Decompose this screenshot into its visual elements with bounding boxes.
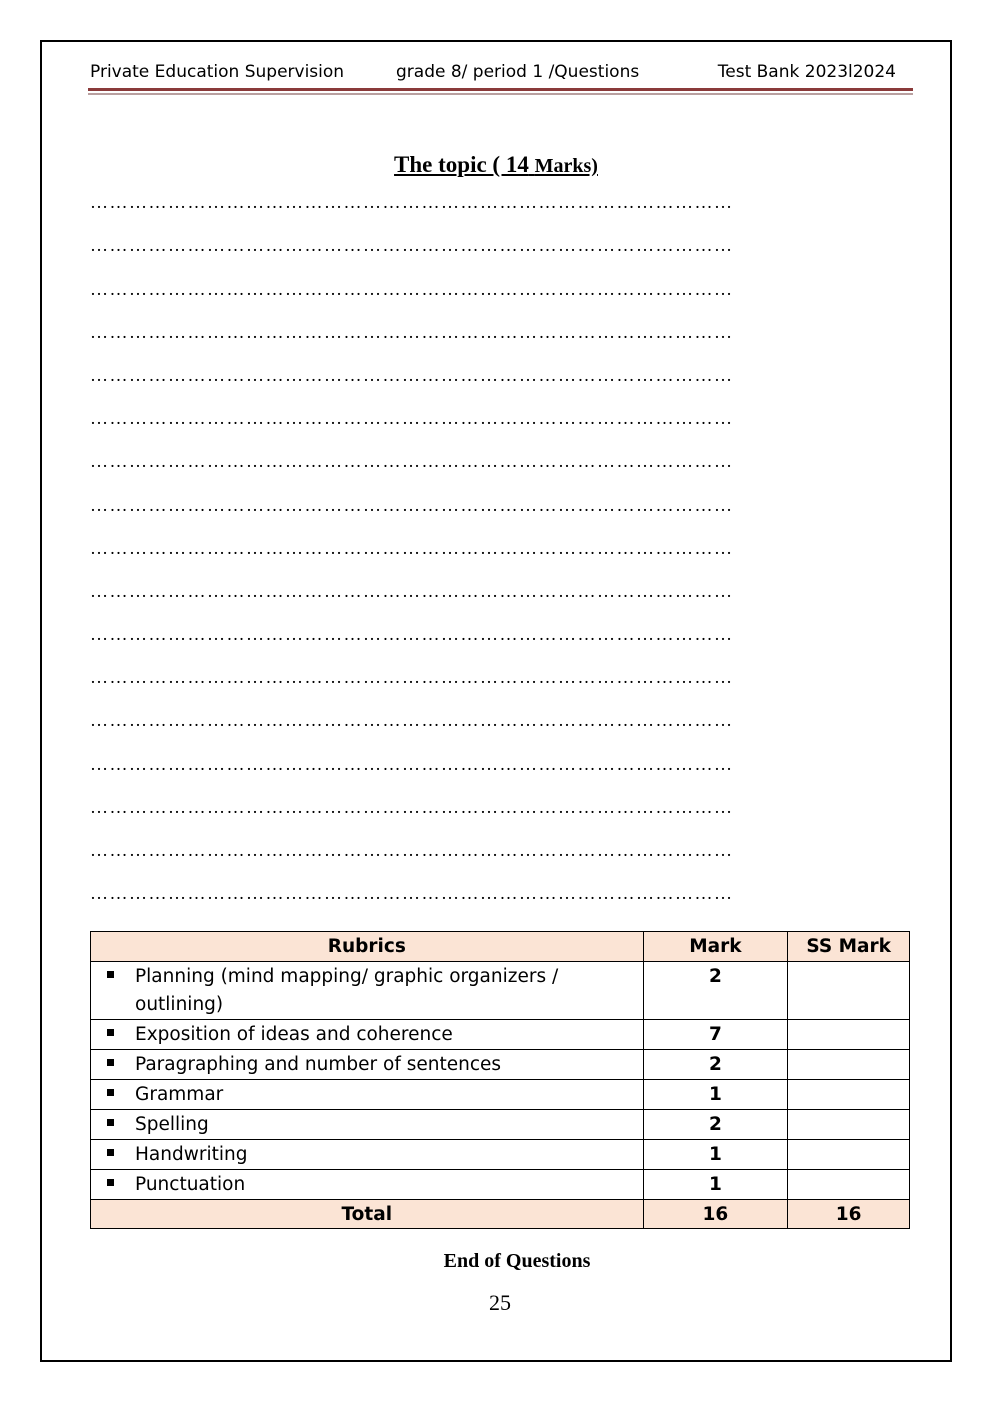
writing-line-dots: ……………………………………………………………………………………… — [90, 710, 734, 731]
topic-marks-word: Marks) — [534, 155, 598, 177]
writing-line-dots: ……………………………………………………………………………………… — [90, 580, 734, 601]
writing-line-dots: ……………………………………………………………………………………… — [90, 796, 734, 817]
writing-line[interactable] — [90, 318, 890, 361]
writing-line[interactable] — [90, 836, 890, 879]
writing-line-dots: ……………………………………………………………………………………… — [90, 408, 734, 429]
bullet-square-icon — [107, 971, 114, 978]
rubric-criterion: Paragraphing and number of sentences — [135, 1054, 502, 1075]
rubric-row — [91, 1080, 910, 1110]
rubric-criterion-cell — [91, 1080, 644, 1110]
rubric-mark: 2 — [643, 962, 788, 1020]
writing-line[interactable] — [90, 274, 890, 317]
rubric-row — [91, 962, 910, 1020]
writing-line-dots: ……………………………………………………………………………………… — [90, 883, 734, 904]
page-number: 25 — [489, 1290, 511, 1315]
rubric-criterion: Planning (mind mapping/ graphic organizers / outlining) — [135, 966, 559, 1015]
writing-line-dots: ……………………………………………………………………………………… — [90, 494, 734, 515]
writing-line[interactable] — [90, 749, 890, 792]
bullet-square-icon — [107, 1179, 114, 1186]
writing-line-dots: ……………………………………………………………………………………… — [90, 192, 734, 213]
rubric-ss-mark[interactable] — [788, 1140, 910, 1170]
rubric-criterion-cell — [91, 1170, 644, 1200]
page-header — [90, 62, 912, 88]
rubric-ss-mark[interactable] — [788, 962, 910, 1020]
bullet-square-icon — [107, 1119, 114, 1126]
writing-line[interactable] — [90, 188, 890, 231]
writing-line[interactable] — [90, 706, 890, 749]
rubric-ss-mark[interactable] — [788, 1080, 910, 1110]
total-ss-mark: 16 — [788, 1200, 910, 1229]
writing-line-dots: ……………………………………………………………………………………… — [90, 278, 734, 299]
rubric-row — [91, 1170, 910, 1200]
rubric-criterion-cell — [91, 1110, 644, 1140]
bullet-square-icon — [107, 1059, 114, 1066]
header-grade-period: grade 8/ period 1 /Questions — [396, 62, 640, 82]
writing-line-dots: ……………………………………………………………………………………… — [90, 321, 734, 342]
rubric-row — [91, 1020, 910, 1050]
writing-line[interactable] — [90, 577, 890, 620]
writing-line[interactable] — [90, 231, 890, 274]
bullet-square-icon — [107, 1149, 114, 1156]
rubric-row — [91, 1110, 910, 1140]
writing-line-dots: ……………………………………………………………………………………… — [90, 667, 734, 688]
rubric-ss-mark[interactable] — [788, 1050, 910, 1080]
header-test-bank: Test Bank 2023l2024 — [717, 62, 896, 82]
writing-line[interactable] — [90, 404, 890, 447]
header-divider-thin — [88, 93, 913, 95]
end-of-questions: End of Questions — [443, 1250, 591, 1272]
rubric-criterion-cell — [91, 1140, 644, 1170]
topic-title-text: The topic ( 14 — [394, 152, 529, 177]
rubric-criterion: Punctuation — [135, 1174, 246, 1195]
col-header-ss-mark: SS Mark — [788, 932, 910, 962]
header-supervision: Private Education Supervision — [90, 62, 345, 82]
rubric-ss-mark[interactable] — [788, 1110, 910, 1140]
rubric-ss-mark[interactable] — [788, 1020, 910, 1050]
writing-line[interactable] — [90, 534, 890, 577]
rubric-criterion-cell — [91, 1050, 644, 1080]
col-header-mark: Mark — [643, 932, 788, 962]
writing-line-dots: ……………………………………………………………………………………… — [90, 840, 734, 860]
writing-line-dots: ……………………………………………………………………………………… — [90, 235, 734, 256]
writing-line[interactable] — [90, 879, 890, 922]
rubric-mark: 1 — [643, 1080, 788, 1110]
writing-line-dots: ……………………………………………………………………………………… — [90, 753, 734, 774]
rubric-criterion: Exposition of ideas and coherence — [135, 1024, 453, 1045]
writing-line[interactable] — [90, 620, 890, 663]
rubric-mark: 1 — [643, 1140, 788, 1170]
bullet-square-icon — [107, 1029, 114, 1036]
writing-line-dots: ……………………………………………………………………………………… — [90, 624, 734, 645]
header-divider — [88, 88, 913, 91]
rubric-criterion: Handwriting — [135, 1144, 248, 1165]
col-header-rubrics: Rubrics — [91, 932, 644, 962]
topic-title — [0, 152, 992, 178]
total-row — [91, 1200, 910, 1229]
rubrics-header-row — [91, 932, 910, 962]
rubric-row — [91, 1140, 910, 1170]
rubric-mark: 2 — [643, 1050, 788, 1080]
writing-line-dots: ……………………………………………………………………………………… — [90, 364, 734, 385]
writing-line[interactable] — [90, 490, 890, 533]
writing-line[interactable] — [90, 447, 890, 490]
writing-line[interactable] — [90, 361, 890, 404]
writing-line-dots: ……………………………………………………………………………………… — [90, 537, 734, 558]
rubric-criterion-cell — [91, 1020, 644, 1050]
rubric-mark: 2 — [643, 1110, 788, 1140]
writing-area[interactable] — [90, 188, 890, 922]
rubric-criterion: Spelling — [135, 1114, 209, 1135]
total-mark: 16 — [643, 1200, 788, 1229]
rubrics-table — [90, 931, 910, 1229]
rubric-mark: 1 — [643, 1170, 788, 1200]
writing-line[interactable] — [90, 793, 890, 836]
rubric-mark: 7 — [643, 1020, 788, 1050]
rubric-criterion: Grammar — [135, 1084, 224, 1105]
rubric-row — [91, 1050, 910, 1080]
rubric-ss-mark[interactable] — [788, 1170, 910, 1200]
writing-line[interactable] — [90, 663, 890, 706]
writing-line-dots: ……………………………………………………………………………………… — [90, 451, 734, 472]
bullet-square-icon — [107, 1089, 114, 1096]
total-label: Total — [91, 1200, 644, 1229]
rubric-criterion-cell — [91, 962, 644, 1020]
